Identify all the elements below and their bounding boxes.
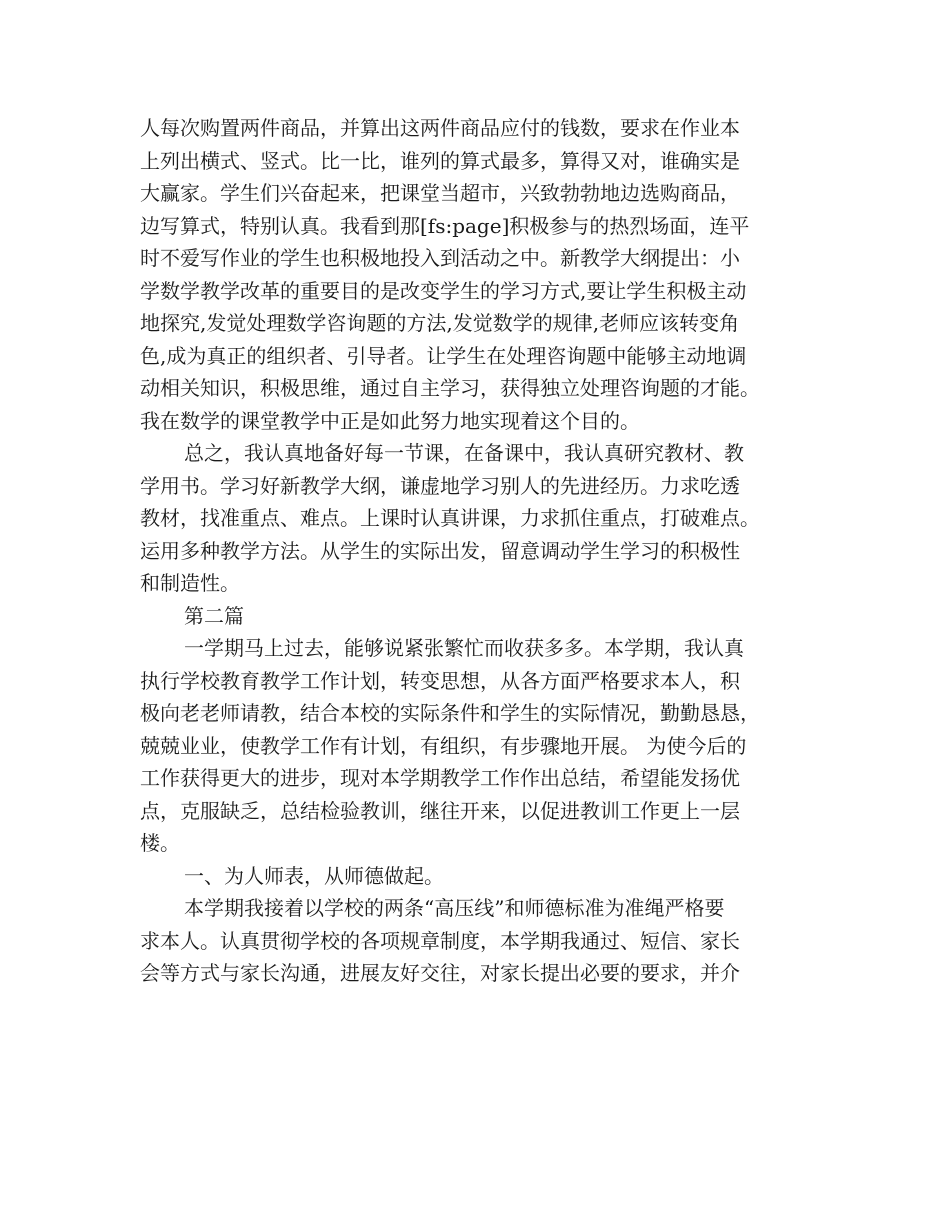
text-line: 会等方式与家长沟通，进展友好交往，对家长提出必要的要求，并介 xyxy=(140,961,740,985)
text-line: 本学期我接着以学校的两条“高压线”和师德标准为准绳严格要 xyxy=(184,896,725,920)
text-line: 一学期马上过去，能够说紧张繁忙而收获多多。本学期，我认真 xyxy=(184,636,744,660)
document-body xyxy=(140,112,840,990)
text-line: 和制造性。 xyxy=(140,571,240,595)
text-line: 我在数学的课堂教学中正是如此努力地实现着这个目的。 xyxy=(140,408,640,433)
text-line: 学用书。学习好新教学大纲，谦虚地学习别人的先进经历。力求吃透 xyxy=(140,473,740,498)
text-line: 第二篇 xyxy=(184,603,244,628)
text-line: 点，克服缺乏，总结检验教训，继往开来，以促进教训工作更上一层 xyxy=(140,798,740,823)
text-line: 求本人。认真贯彻学校的各项规章制度，本学期我通过、短信、家长 xyxy=(140,928,740,953)
text-line: 总之，我认真地备好每一节课，在备课中，我认真研究教材、教 xyxy=(184,441,744,465)
text-line: 兢兢业业，使教学工作有计划，有组织，有步骤地开展。 为使今后的 xyxy=(140,733,747,758)
text-line: 楼。 xyxy=(140,831,180,855)
text-line: 大赢家。学生们兴奋起来，把课堂当超市，兴致勃勃地边选购商品， xyxy=(140,181,740,205)
text-line: 教材，找准重点、难点。上课时认真讲课，力求抓住重点，打破难点。 xyxy=(140,506,760,530)
text-line: 地探究,发觉处理数学咨询题的方法,发觉数学的规律,老师应该转变角 xyxy=(140,311,740,335)
text-line: 色,成为真正的组织者、引导者。让学生在处理咨询题中能够主动地调 xyxy=(140,343,747,368)
text-line: 人每次购置两件商品，并算出这两件商品应付的钱数，要求在作业本 xyxy=(140,116,740,140)
text-line: 时不爱写作业的学生也积极地投入到活动之中。新教学大纲提出：小 xyxy=(140,246,740,270)
text-line: 工作获得更大的进步，现对本学期教学工作作出总结，希望能发扬优 xyxy=(140,766,740,790)
text-line: 极向老老师请教，结合本校的实际条件和学生的实际情况，勤勤恳恳， xyxy=(140,701,760,725)
text-line: 动相关知识，积极思维，通过自主学习，获得独立处理咨询题的才能。 xyxy=(140,376,760,400)
text-line: 边写算式，特别认真。我看到那[fs:page]积极参与的热烈场面，连平 xyxy=(140,213,750,238)
text-line: 运用多种教学方法。从学生的实际出发，留意调动学生学习的积极性 xyxy=(140,538,740,563)
text-line: 上列出横式、竖式。比一比，谁列的算式最多，算得又对，谁确实是 xyxy=(140,148,740,173)
text-line: 学数学教学改革的重要目的是改变学生的学习方式,要让学生积极主动 xyxy=(140,278,747,303)
text-line: 一、为人师表，从师德做起。 xyxy=(184,863,444,888)
text-line: 执行学校教育教学工作计划，转变思想，从各方面严格要求本人，积 xyxy=(140,668,740,693)
